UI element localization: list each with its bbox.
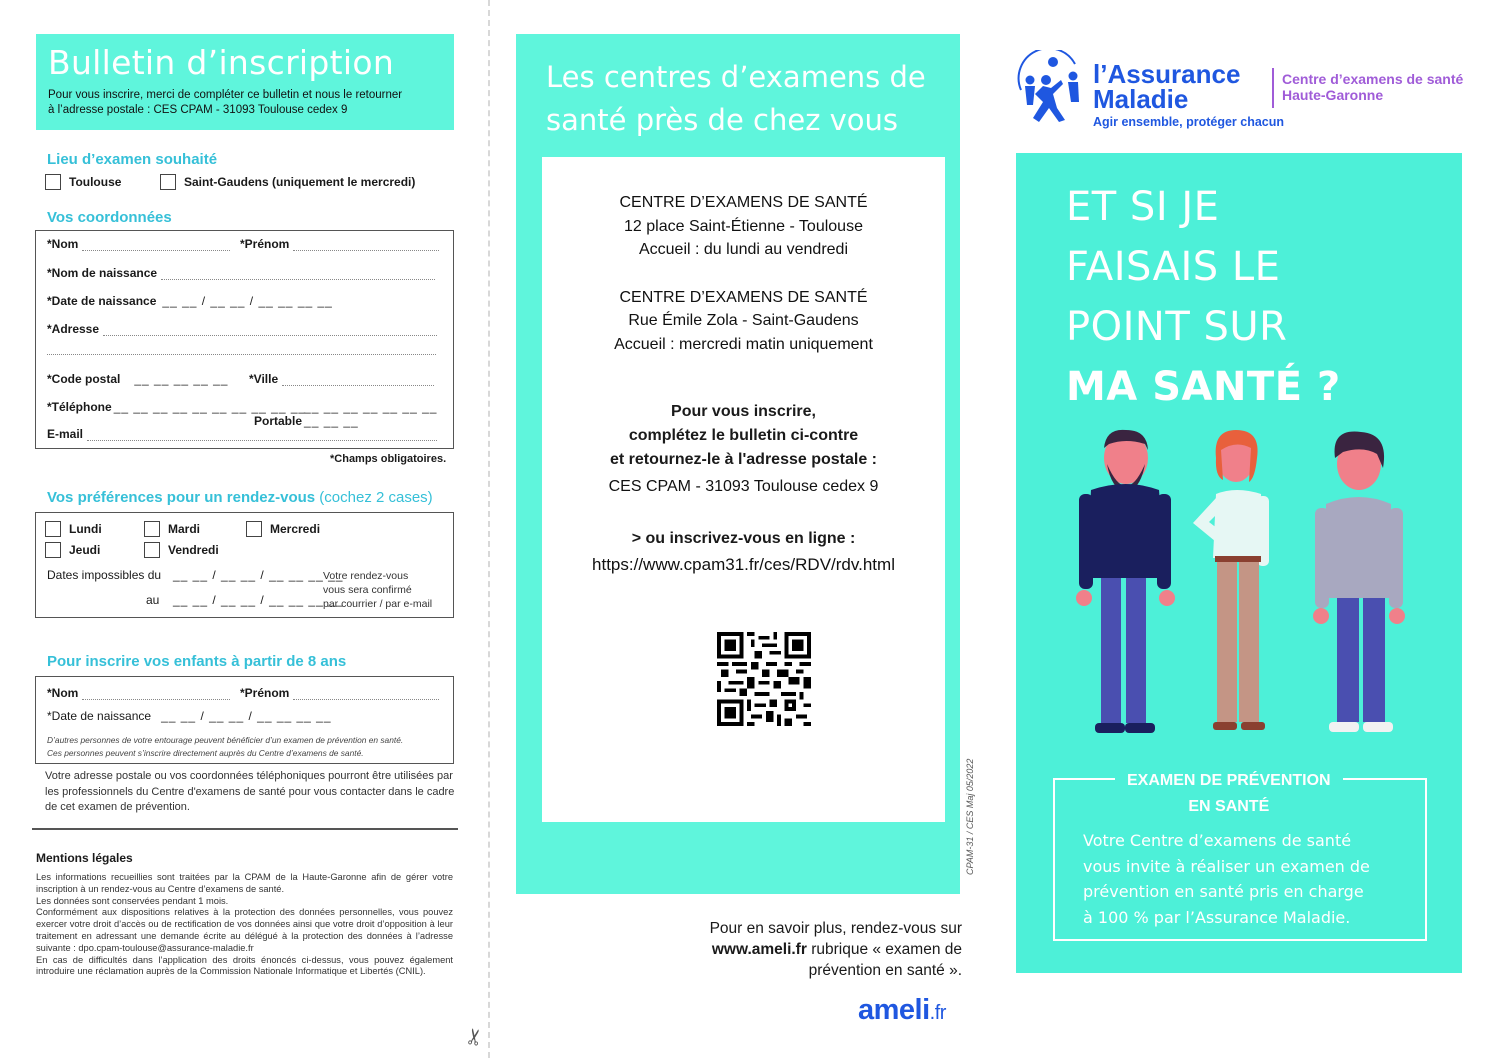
section-title-coordonnees: Vos coordonnées [47,209,172,226]
centre-saint-gaudens [542,286,945,357]
checkbox[interactable] [45,174,61,190]
brand-name-line: Maladie [1093,84,1189,114]
usage-note: Votre adresse postale ou vos coordonnées téléphoniques pourront être utilisées par les professionnels du Centre d'examens de santé pour vous contacter dans le cadre de cet examen de prévention. [45,770,455,813]
checkbox-label: Toulouse [69,175,122,189]
enfants-note [47,734,403,760]
section-title-lieu: Lieu d’examen souhaité [47,151,218,168]
dates-to-input[interactable]: __ __ / __ __ / __ __ __ __ [173,593,344,607]
centre-toulouse [542,191,945,262]
enfants-note-line: Ces personnes peuvent s’inscrire directement auprès du Centre d’examens de santé. [47,748,364,758]
legal-paragraph: Les informations recueillies sont traitées par la CPAM de la Haute-Garonne afin de gérer votre inscription à un rendez-vous au Centre d’examens de santé. [36,872,453,894]
checkbox[interactable] [45,521,61,537]
field-label: *Téléphone [47,400,112,414]
field-label: *Code postal [47,372,121,386]
online-label: > ou inscrivez-vous en ligne : [631,529,856,547]
centre-hours: Accueil : mercredi matin uniquement [614,335,873,353]
centres-panel [516,34,960,894]
field-date-naissance[interactable] [47,294,333,308]
preferences-form [35,512,454,618]
headline-line-bold: MA SANTÉ ? [1066,364,1341,410]
portable-input[interactable]: __ __ __ __ __ __ __ __ __ __ [304,400,438,428]
postal-address: CES CPAM - 31093 Toulouse cedex 9 [608,478,879,495]
field-label: *Prénom [240,237,290,251]
nom-naissance-input[interactable] [161,270,435,280]
legal-paragraph: Les données sont conservées pendant 1 mois. [36,895,229,906]
legal-title: Mentions légales [36,851,133,865]
document-code: CPAM-31 / CES Maj 05/2022 [965,758,975,875]
exam-title-line: EXAMEN DE PRÉVENTION [1127,772,1331,789]
bulletin-subtitle [48,88,442,118]
people-illustration-icon [1071,428,1411,738]
centre-name-line: Centre d’examens de santé [1282,71,1464,87]
checkbox-mardi[interactable] [144,521,200,537]
brand-name [1093,59,1284,114]
confirm-note-line: Votre rendez-vous [323,570,409,582]
ameli-url-link[interactable]: www.ameli.fr [711,941,807,958]
preferences-title-suffix: (cochez 2 cases) [319,489,433,506]
field-adresse-line2[interactable] [47,345,436,355]
checkbox-jeudi[interactable] [45,542,100,558]
exam-info-box [1053,772,1427,941]
enfants-note-line: D’autres personnes de votre entourage peuvent bénéficier d’un examen de prévention en santé. [47,735,404,745]
bulletin-subtitle-line: Pour vous inscrire, merci de compléter ce bulletin et nous le retourner [48,89,403,101]
assurance-maladie-logo [1013,50,1284,129]
legal-paragraph: En cas de difficultés dans l’application des droits énoncés ci-dessus, vous pouvez également introduire une réclamation auprès de la Commission Nationale Informatique et Libertés (CNIL). [36,954,453,977]
checkbox-label: Vendredi [168,543,219,557]
scissors-icon: ✂ [460,1025,489,1049]
field-adresse[interactable] [47,322,437,336]
checkbox-label: Jeudi [69,543,101,557]
preferences-title: Vos préférences pour un rendez-vous [47,489,316,506]
divider [32,828,458,830]
headline-line: ET SI JE [1066,184,1220,230]
qr-code-icon[interactable] [717,632,811,726]
person-woman [1193,430,1269,730]
checkbox-saint-gaudens[interactable] [160,174,415,190]
coordonnees-form [35,230,454,449]
online-url-link[interactable]: https://www.cpam31.fr/ces/RDV/rdv.html [592,554,895,574]
bulletin-title: Bulletin d’inscription [48,43,395,82]
inscription-line: Pour vous inscrire, [671,403,816,420]
ameli-logo-suffix: .fr [929,1002,946,1024]
enfant-date-input[interactable]: __ __ / __ __ / __ __ __ __ [161,709,332,723]
centre-address: Rue Émile Zola - Saint-Gaudens [628,312,859,329]
dates-to-label: au [146,593,160,607]
adresse-input[interactable] [103,326,437,336]
centres-title-line: Les centres d’examens de [546,60,926,94]
checkbox-label: Mardi [168,522,201,536]
exam-title-line: EN SANTÉ [1188,798,1270,815]
confirm-note-line: par courrier / par e-mail [323,598,433,610]
centre-name: CENTRE D’EXAMENS DE SANTÉ [619,288,868,306]
checkbox[interactable] [246,521,262,537]
field-prenom[interactable] [240,237,439,251]
exam-description-line: Votre Centre d’examens de santé [1083,831,1352,850]
field-portable[interactable] [254,400,453,428]
bulletin-subtitle-line: à l’adresse postale : CES CPAM - 31093 Toulouse cedex 9 [48,104,348,116]
cover-headline [1066,177,1341,417]
field-nom-naissance[interactable] [47,266,435,280]
section-title-preferences [47,489,433,507]
person-young-man [1313,432,1405,732]
enfant-prenom-input[interactable] [293,690,439,700]
field-label: *Adresse [47,322,100,336]
dates-from-input[interactable]: __ __ / __ __ / __ __ __ __ [173,568,344,582]
date-naissance-input[interactable]: __ __ / __ __ / __ __ __ __ [162,294,333,308]
inscription-instructions [542,400,945,472]
checkbox-toulouse[interactable] [45,174,121,190]
headline-line: POINT SUR [1066,304,1288,350]
inscription-line: et retournez-le à l'adresse postale : [609,451,877,468]
inscription-line: complétez le bulletin ci-contre [628,427,859,444]
checkbox[interactable] [144,521,160,537]
cover-panel [1016,153,1462,973]
more-info-text-part: rubrique « examen de [806,941,962,958]
exam-title [1115,768,1343,820]
logo-separator [1272,68,1274,108]
nom-input[interactable] [82,241,230,251]
checkbox-lundi[interactable] [45,521,102,537]
checkbox-mercredi[interactable] [246,521,320,537]
exam-description-line: à 100 % par l’Assurance Maladie. [1083,907,1351,927]
field-enfant-date[interactable] [47,709,332,723]
confirm-note-line: vous sera confirmé [323,584,412,596]
centres-card [542,157,945,822]
centre-name-label [1282,71,1463,103]
assurance-maladie-emblem-icon [1013,50,1091,126]
brand-tagline: Agir ensemble, protéger chacun [1093,115,1285,129]
headline-line: FAISAIS LE [1066,244,1281,290]
email-input[interactable] [87,431,437,441]
centre-name: CENTRE D’EXAMENS DE SANTÉ [619,194,868,211]
checkbox-label: Saint-Gaudens (uniquement le mercredi) [184,175,416,189]
field-label: Portable [254,414,303,428]
code-postal-input[interactable]: __ __ __ __ __ [134,372,229,386]
dates-from-label: Dates impossibles du [47,568,162,582]
prenom-input[interactable] [293,241,439,251]
enfants-form [35,676,454,764]
exam-description [1083,828,1370,930]
checkbox[interactable] [144,542,160,558]
field-label: *Prénom [240,686,290,700]
bulletin-header [36,34,454,130]
field-label: *Nom [47,686,79,700]
ville-input[interactable] [282,376,434,386]
field-label: *Date de naissance [47,709,152,723]
enfant-nom-input[interactable] [82,690,230,700]
checkbox-label: Lundi [69,522,102,536]
field-label: *Ville [249,372,279,386]
field-enfant-nom[interactable] [47,686,230,700]
field-label: *Date de naissance [47,294,157,308]
confirm-note [323,569,432,611]
ameli-logo-main: ameli [858,994,930,1026]
exam-description-line: prévention en santé pris en charge [1083,882,1364,901]
checkbox[interactable] [45,542,61,558]
more-info-line: Pour en savoir plus, rendez-vous sur [709,920,962,937]
field-label: *Nom de naissance [47,266,158,280]
field-nom[interactable] [47,237,230,251]
field-ville[interactable] [249,372,434,386]
section-title-enfants: Pour inscrire vos enfants à partir de 8 ans [47,653,347,670]
checkbox-label: Mercredi [270,522,321,536]
centres-title [546,56,926,142]
legal-paragraph: Conformément aux dispositions relatives à la protection des données personnelles, vous pouvez exercer votre droit d’accès ou de rectification de vos données ainsi que votre droit d’opposition à leur traitement en adressant une demande écrite au délégué à la protection des données à l’adresse suivante : dpo.cpam-toulouse@assurance-maladie.fr [36,907,453,953]
adresse-input-2[interactable] [47,345,436,355]
field-label: E-mail [47,427,84,441]
centre-address: 12 place Saint-Étienne - Toulouse [624,217,863,235]
centre-name-line: Haute-Garonne [1282,87,1384,103]
field-enfant-prenom[interactable] [240,686,439,700]
brand-name-line: l’Assurance [1093,59,1241,89]
checkbox-vendredi[interactable] [144,542,219,558]
fold-cut-line [488,0,490,1058]
more-info-line [642,939,962,960]
legal-text [36,872,453,978]
more-info-line: prévention en santé ». [808,962,962,979]
field-code-postal[interactable] [47,372,228,386]
checkbox[interactable] [160,174,176,190]
person-bearded-man [1076,430,1175,733]
field-email[interactable] [47,427,437,441]
more-info-text [642,918,962,981]
required-note: *Champs obligatoires. [330,453,447,465]
field-label: *Nom [47,237,79,251]
centres-title-line: santé près de chez vous [546,103,899,137]
centre-hours: Accueil : du lundi au vendredi [638,241,849,258]
ameli-logo [858,994,946,1027]
exam-description-line: vous invite à réaliser un examen de [1083,856,1370,876]
telephone-input[interactable]: __ __ __ __ __ __ __ __ __ __ [113,400,307,414]
